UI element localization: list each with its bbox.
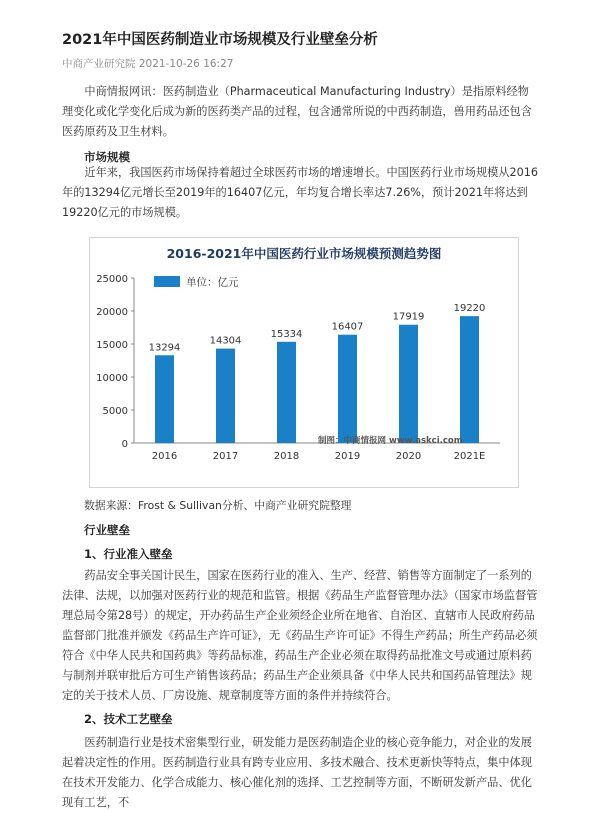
article-meta: 中商产业研究院 2021-10-26 16:27 — [62, 58, 234, 70]
bar-value-label: 13294 — [148, 342, 181, 354]
y-tick-label: 25000 — [96, 274, 128, 285]
x-tick-label: 2017 — [212, 451, 239, 462]
bar-value-label: 17919 — [392, 311, 425, 323]
chart-title: 2016-2021年中国医药行业市场规模预测趋势图 — [166, 246, 442, 261]
article-title: 2021年中国医药制造业市场规模及行业壁垒分析 — [62, 32, 378, 48]
y-tick-label: 15000 — [96, 340, 128, 351]
bar-value-label: 15334 — [270, 328, 303, 340]
entry-barrier-paragraph: 药品安全事关国计民生，国家在医药行业的准入、生产、经营、销售等方面制定了一系列的法律、法规，以加强对医药行业的规范和监管。根据《药品生产监督管理办法》（国家市场监督管理总局令第28号）的规定，开办药品生产企业须经企业所在地省、自治区、直辖市人民政府药品监督部门批准并颁发《药品生产许可证》，无《药品生产许可证》不得生产药品；所生产药品必须符合《中华人民共和国药典》等药品标准，药品生产企业必须在取得药品批准文号或通过原料药与制剂并联审批后方可生产销售该药品；药品生产企业须具备《中华人民共和国药品管理法》规定的关于技术人员、厂房设施、规章制度等方面的条件并持续符合。 — [62, 569, 538, 702]
bar-value-label: 19220 — [453, 303, 486, 315]
y-tick-label: 10000 — [96, 373, 128, 384]
chart-footer: 制图：中商情报网 www.askci.com — [318, 436, 463, 446]
bar — [216, 349, 235, 443]
chart-legend-label: 单位：亿元 — [186, 276, 239, 289]
section-heading-barriers: 行业壁垒 — [84, 523, 130, 537]
y-tick-label: 20000 — [96, 307, 128, 318]
market-size-chart — [89, 237, 519, 488]
chart-y-axis — [96, 274, 134, 450]
x-tick-label: 2016 — [151, 451, 178, 462]
subheading-technology-barrier: 2、技术工艺壁垒 — [84, 712, 173, 726]
bar — [460, 316, 479, 443]
data-source-note: 数据来源：Frost & Sullivan分析、中商产业研究院整理 — [84, 499, 352, 512]
chart-legend-swatch — [154, 276, 180, 287]
market-size-paragraph: 近年来，我国医药市场保持着超过全球医药市场的增速增长。中国医药行业市场规模从2016年的13294亿元增长至2019年的16407亿元，年均复合增长率达7.26%，预计2021年将达到19220亿元的市场规模。 — [62, 166, 538, 219]
chart-svg — [90, 238, 518, 487]
x-tick-label: 2018 — [273, 451, 300, 462]
bar-value-label: 14304 — [209, 335, 242, 347]
x-tick-label: 2020 — [395, 451, 422, 462]
technology-barrier-paragraph: 医药制造行业是技术密集型行业，研发能力是医药制造企业的核心竞争能力，对企业的发展起着决定性的作用。医药制造行业具有跨专业应用、多技术融合、技术更新快等特点，集中体现在技术开发能力、化学合成能力、核心催化剂的选择、工艺控制等方面，不断研发新产品、优化现有工艺，不 — [62, 736, 532, 809]
chart-bars — [149, 303, 486, 443]
bar — [338, 335, 357, 443]
bar — [155, 355, 174, 443]
intro-paragraph: 中商情报网讯：医药制造业（Pharmaceutical Manufacturing Industry）是指原料经物理变化或化学变化后成为新的医药类产品的过程，包含通常所说的中西药制造，兽用药品还包含医药原药及卫生材料。 — [62, 85, 532, 138]
y-tick-label: 5000 — [102, 406, 128, 417]
subheading-entry-barrier: 1、行业准入壁垒 — [84, 547, 173, 561]
x-tick-label: 2019 — [334, 451, 361, 462]
section-heading-market-size: 市场规模 — [84, 150, 130, 164]
bar — [277, 342, 296, 443]
x-tick-label: 2021E — [453, 451, 486, 462]
bar — [399, 325, 418, 443]
y-tick-label: 0 — [121, 439, 128, 450]
bar-value-label: 16407 — [331, 321, 364, 333]
